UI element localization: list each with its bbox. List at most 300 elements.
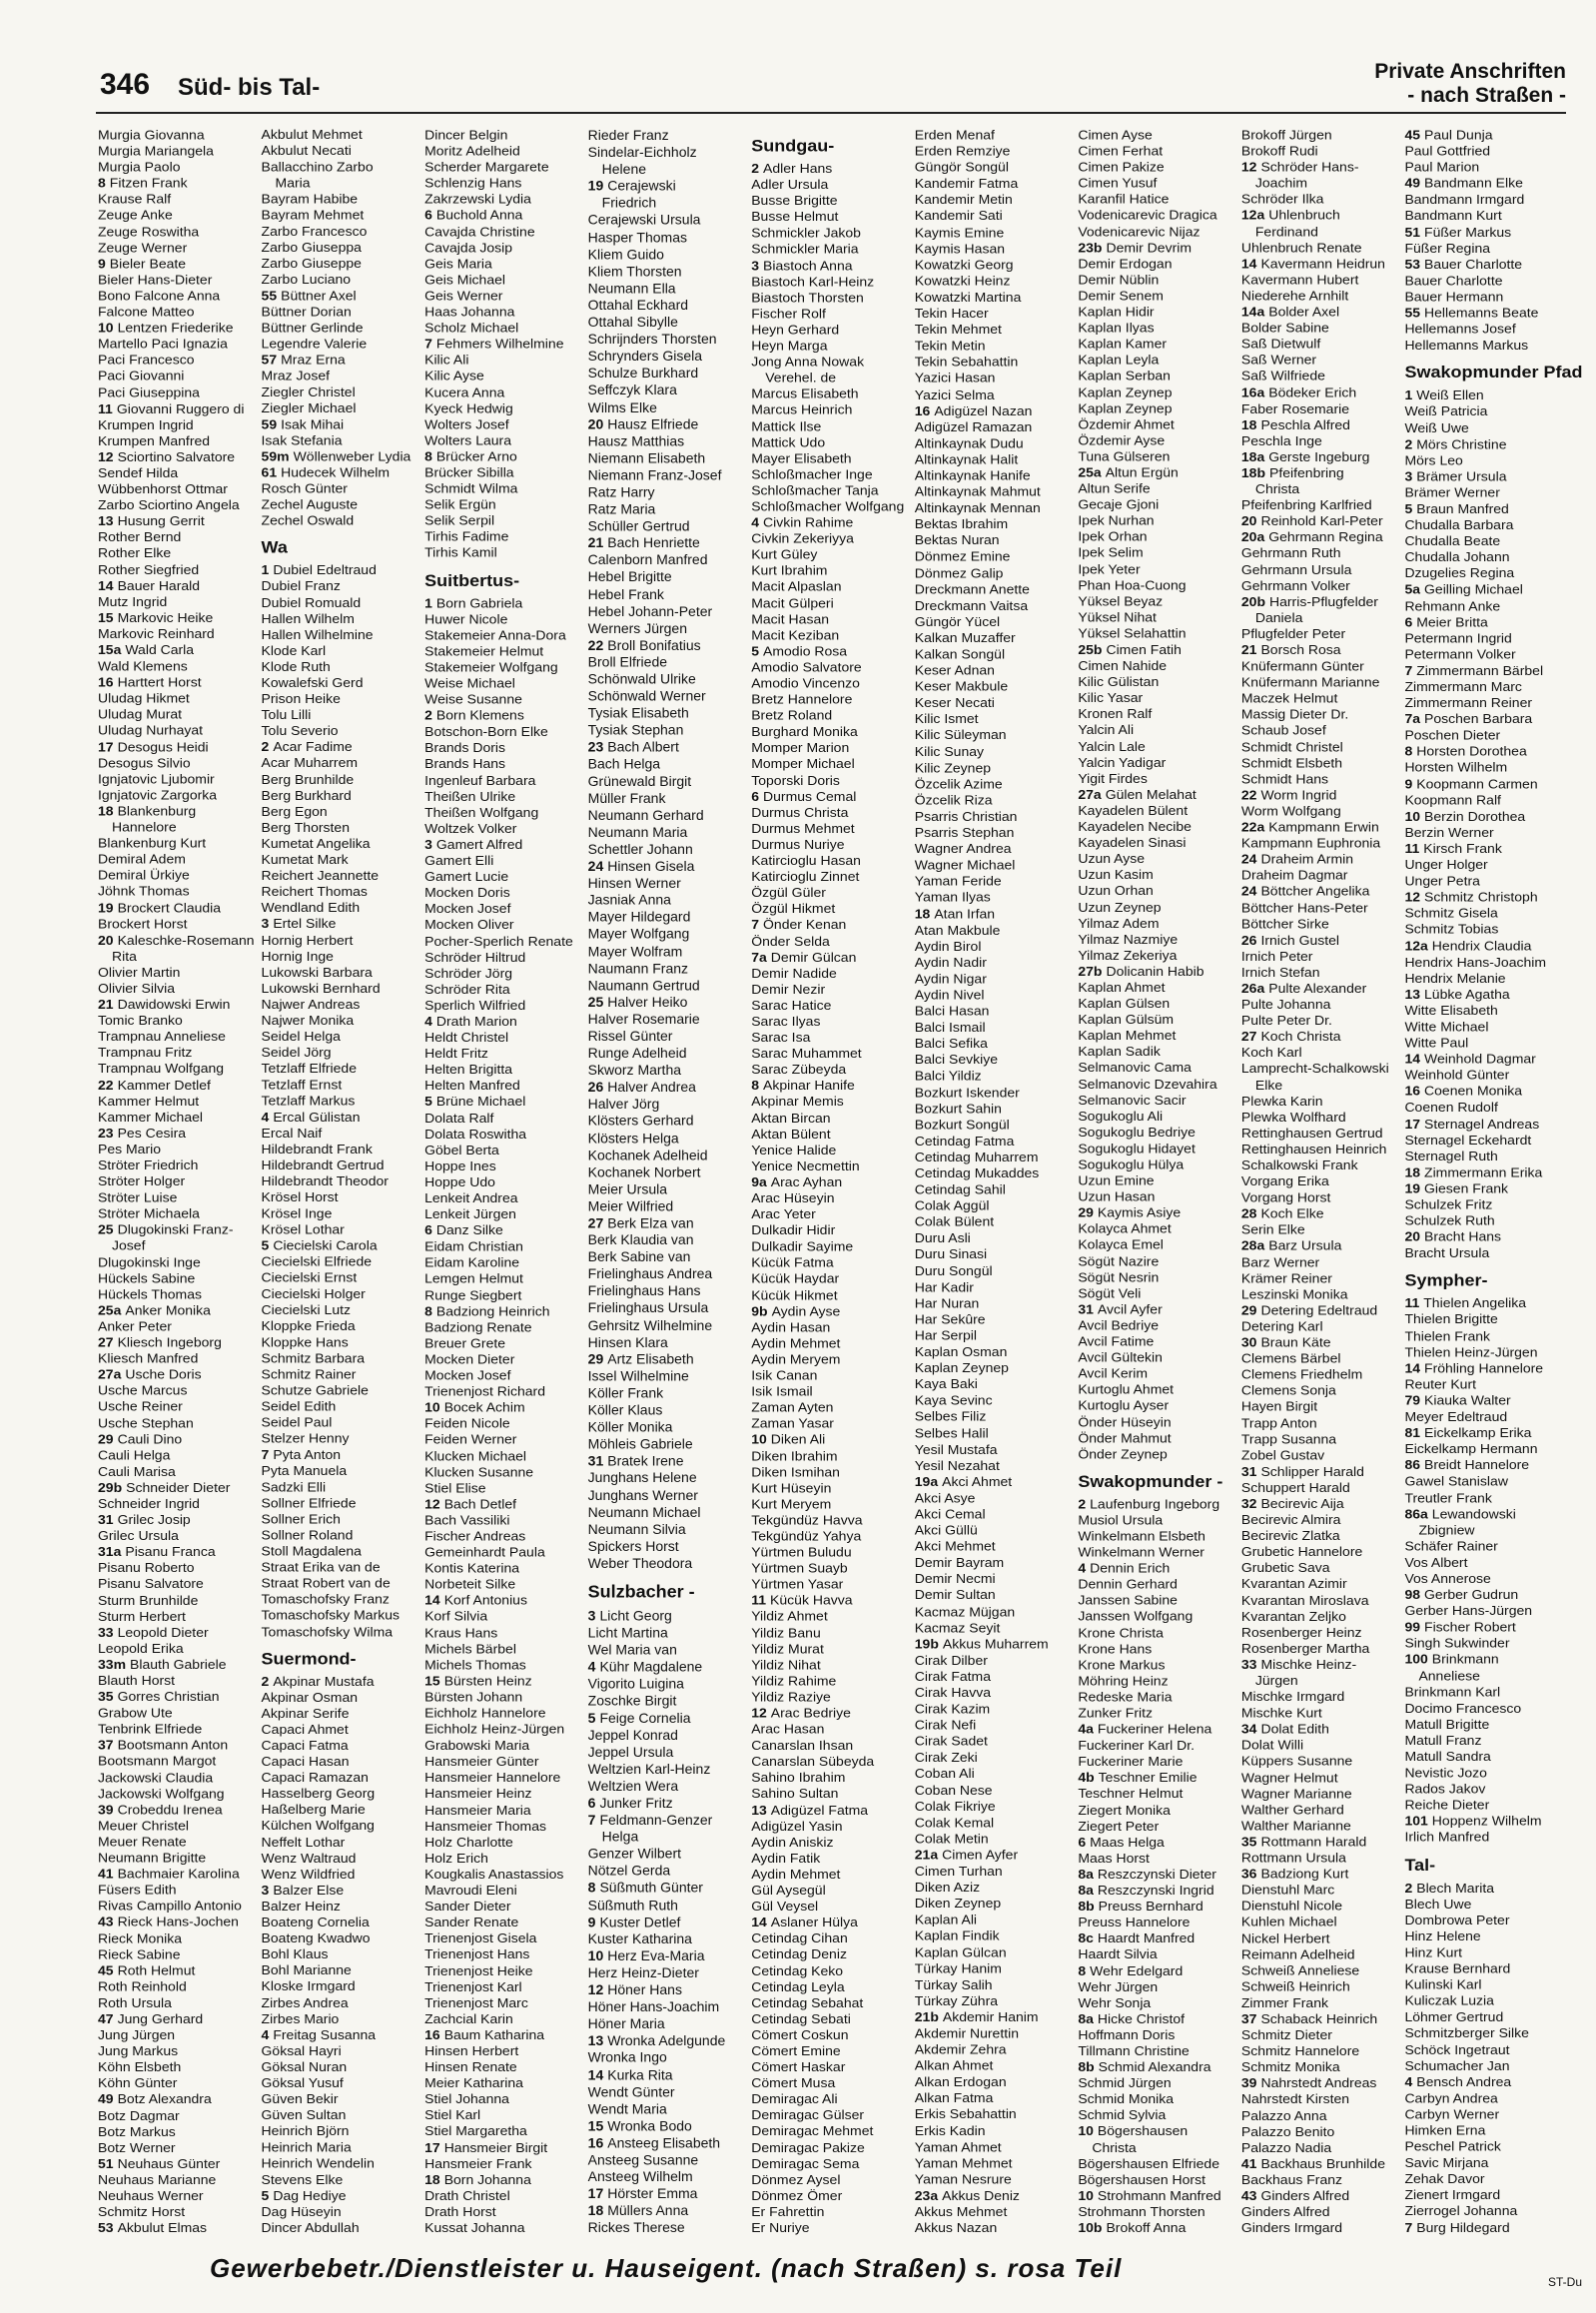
resident-entry — [1078, 1962, 1233, 1978]
house-number: 9b — [751, 1302, 768, 1318]
resident-entry: Schmitz Gisela — [1404, 905, 1498, 921]
resident-entry — [1078, 1496, 1233, 1512]
resident-name: Blauth Gabriele — [130, 1656, 227, 1672]
resident-entry: Diken Aziz — [914, 1879, 981, 1895]
resident-name: Cauli Dino — [117, 1431, 183, 1447]
resident-name: Dag Hediye — [273, 2187, 347, 2203]
resident-entry: Docimo Francesco — [1404, 1700, 1522, 1716]
resident-entry: Vigorito Luigina — [587, 1675, 684, 1692]
resident-entry — [751, 917, 907, 933]
house-number: 2 — [1078, 1496, 1087, 1512]
resident-entry: Ipek Selim — [1078, 544, 1144, 560]
resident-entry: Olivier Silvia — [98, 980, 176, 996]
resident-entry: Vos Albert — [1404, 1554, 1468, 1570]
resident-entry: Demir Nüblin — [1078, 271, 1160, 288]
resident-name: Schlipper Harald — [1260, 1463, 1364, 1479]
resident-entry: Junghans Werner — [587, 1486, 698, 1503]
resident-entry: Trienenjost Heike — [424, 1962, 533, 1978]
resident-entry: Genzer Wilbert — [587, 1845, 682, 1862]
resident-entry: Holz Erich — [424, 1850, 488, 1866]
house-number: 16a — [1240, 384, 1265, 400]
resident-entry: Krause Ralf — [98, 191, 172, 207]
resident-entry-continuation: Daniela — [1254, 609, 1303, 625]
resident-entry: Kacmaz Seyit — [914, 1619, 1001, 1635]
resident-entry: Knüfermann Günter — [1240, 658, 1364, 674]
resident-entry: Kaplan Gülcan — [914, 1943, 1007, 1959]
resident-entry — [1078, 2059, 1233, 2075]
resident-entry: Schmitz Tobias — [1404, 921, 1499, 937]
directory-column — [588, 127, 744, 2236]
resident-entry: Önder Mahmut — [1078, 1429, 1172, 1445]
resident-entry: Colak Fikriye — [914, 1798, 996, 1814]
house-number: 31 — [1078, 1301, 1094, 1317]
resident-name: Fröhling Hannelore — [1424, 1359, 1544, 1376]
resident-entry: Grünewald Birgit — [587, 772, 692, 789]
house-number: 19b — [914, 1636, 939, 1652]
resident-entry: Hendrix Melanie — [1404, 970, 1506, 986]
resident-entry: Böttcher Sirke — [1240, 916, 1329, 932]
resident-entry: Duru Sinasi — [914, 1246, 988, 1262]
resident-entry — [915, 2187, 1071, 2203]
directory-column — [915, 127, 1071, 2236]
resident-name: Kampmann Erwin — [1268, 819, 1379, 835]
resident-entry: Ströter Michaela — [98, 1205, 200, 1221]
resident-entry: Witte Michael — [1404, 1018, 1489, 1035]
resident-entry: Colak Aggül — [914, 1197, 990, 1213]
resident-entry: Kavermann Hubert — [1240, 272, 1359, 288]
resident-entry: Zeuge Werner — [98, 239, 188, 255]
resident-name: Artz Elisabeth — [607, 1350, 694, 1367]
resident-entry: Köhn Günter — [98, 2075, 178, 2091]
resident-entry — [1241, 256, 1397, 272]
resident-entry: Kronen Ralf — [1078, 705, 1153, 722]
resident-entry — [588, 2134, 744, 2151]
resident-entry: Trampnau Fritz — [98, 1045, 193, 1061]
resident-entry — [1241, 2156, 1397, 2172]
resident-entry: Burghard Monika — [751, 723, 858, 739]
resident-entry: Tirhis Fadime — [424, 528, 509, 544]
resident-entry: Mraz Josef — [261, 368, 331, 384]
house-number: 8c — [1078, 1930, 1094, 1946]
resident-name: Detering Edeltraud — [1260, 1302, 1378, 1318]
resident-entry: Tomaschofsky Markus — [261, 1607, 400, 1623]
resident-name: Bensch Andrea — [1416, 2073, 1512, 2089]
resident-entry: Licht Martina — [587, 1624, 668, 1641]
resident-name: Sternagel Andreas — [1424, 1116, 1540, 1132]
resident-entry: Tekgündüz Yahya — [751, 1528, 862, 1544]
resident-entry: Sollner Roland — [261, 1527, 354, 1543]
resident-entry: Paul Marion — [1404, 159, 1480, 175]
resident-entry: Wronka Ingo — [587, 2049, 667, 2066]
resident-entry: Mutz Ingrid — [98, 593, 168, 609]
resident-entry: Altun Serife — [1078, 480, 1151, 496]
resident-entry: Faber Rosemarie — [1240, 400, 1350, 416]
resident-entry: Durmus Nuriye — [751, 836, 845, 852]
resident-entry — [1241, 642, 1397, 658]
resident-entry: Clemens Sonja — [1240, 1382, 1336, 1398]
resident-entry: Kücük Fatma — [751, 1254, 834, 1270]
resident-entry: Yigit Firdes — [1078, 770, 1148, 786]
resident-entry — [1404, 1116, 1560, 1132]
resident-entry — [1241, 1496, 1397, 1512]
resident-entry-continuation: Hannelore — [112, 819, 177, 835]
resident-entry: Sogukoglu Ali — [1078, 1108, 1164, 1124]
resident-name: Neuhaus Günter — [117, 2155, 221, 2171]
resident-entry: Uzun Orhan — [1078, 883, 1154, 899]
resident-name: Backhaus Brunhilde — [1260, 2155, 1385, 2171]
resident-entry: Kucera Anna — [424, 384, 505, 399]
resident-name: Gerste Ingeburg — [1268, 448, 1370, 464]
resident-entry: Ignjatovic Ljubomir — [98, 770, 215, 787]
resident-entry: Schulzek Ruth — [1404, 1212, 1495, 1228]
resident-entry — [1241, 2075, 1397, 2091]
resident-entry: Trienenjost Hans — [424, 1946, 530, 1962]
resident-entry: Hückels Sabine — [98, 1269, 196, 1285]
house-number: 21 — [98, 996, 114, 1012]
resident-entry: Mocken Oliver — [424, 917, 514, 933]
resident-entry: Breuer Grete — [424, 1334, 506, 1351]
resident-entry: Issel Wilhelmine — [587, 1367, 689, 1384]
resident-entry: Dubiel Romuald — [261, 594, 362, 610]
resident-entry: Ginders Alfred — [1240, 2204, 1330, 2220]
resident-entry — [262, 562, 417, 578]
resident-entry: Ingenleuf Barbara — [424, 772, 536, 788]
resident-entry: Jong Anna Nowak — [751, 354, 865, 370]
resident-name: Haardt Manfred — [1097, 1930, 1196, 1946]
resident-entry: Adigüzel Ramazan — [914, 418, 1033, 434]
house-number: 20 — [1240, 512, 1257, 529]
resident-entry: Schrynders Gisela — [587, 348, 703, 365]
resident-entry: Trapp Anton — [1240, 1414, 1317, 1431]
resident-entry: Aydin Nivel — [914, 987, 985, 1003]
house-number: 14a — [1240, 304, 1265, 320]
house-number: 1 — [424, 594, 432, 610]
resident-entry: Zoschke Birgit — [587, 1692, 677, 1709]
resident-entry: Winkelmann Elsbeth — [1078, 1528, 1205, 1544]
resident-entry: Haardt Silvia — [1078, 1946, 1158, 1962]
resident-entry: Ercal Naif — [261, 1125, 323, 1141]
resident-entry — [98, 1302, 254, 1318]
resident-entry: Hebel Frank — [587, 585, 664, 602]
resident-entry: Demir Bayram — [914, 1554, 1005, 1570]
resident-name: Sciortino Salvatore — [117, 448, 236, 464]
resident-entry: Altinkaynak Mahmut — [914, 483, 1041, 499]
house-number: 23b — [1078, 239, 1103, 255]
resident-name: Buchold Anna — [435, 207, 523, 223]
resident-name: Wehr Edelgard — [1090, 1962, 1184, 1978]
resident-entry: Yilmaz Nazmiye — [1078, 931, 1179, 947]
resident-name: Harris-Pflugfelder — [1269, 593, 1378, 609]
resident-entry: Zarbo Francesco — [261, 223, 368, 239]
resident-entry: Reimann Adelheid — [1240, 1946, 1355, 1962]
resident-name: Gülen Melahat — [1105, 786, 1197, 802]
resident-entry: Rickes Therese — [587, 2219, 685, 2236]
resident-entry: Aydin Mehmet — [751, 1334, 841, 1351]
resident-name: Laufenburg Ingeborg — [1090, 1496, 1220, 1512]
resident-entry: Jung Markus — [98, 2042, 179, 2058]
resident-name: Broll Bonifatius — [607, 636, 701, 653]
house-number: 9a — [751, 1173, 767, 1189]
resident-name: Bandmann Elke — [1424, 175, 1523, 191]
resident-entry: Önder Zeynep — [1078, 1446, 1168, 1462]
resident-entry: Momper Michael — [751, 755, 855, 772]
resident-entry: Er Nuriye — [751, 2219, 810, 2236]
resident-entry: Haas Johanna — [424, 304, 515, 320]
resident-entry: Krause Bernhard — [1404, 1960, 1511, 1976]
page-range: Süd- bis Tal- — [178, 74, 321, 101]
resident-entry: Selmanovic Cama — [1078, 1060, 1192, 1076]
resident-entry: Zehak Davor — [1404, 2170, 1485, 2186]
resident-entry: Külchen Wolfgang — [261, 1818, 375, 1834]
resident-entry: Wagner Marianne — [1240, 1785, 1352, 1801]
resident-entry: Mocken Josef — [424, 1367, 511, 1383]
resident-entry: Palazzo Anna — [1240, 2107, 1327, 2123]
resident-entry: Boateng Cornelia — [261, 1915, 370, 1930]
resident-entry: Aktan Bülent — [751, 1126, 831, 1142]
resident-entry: Kayadelen Sinasi — [1078, 834, 1187, 850]
resident-entry — [424, 1014, 580, 1030]
resident-entry: Mischke Kurt — [1240, 1705, 1322, 1721]
house-number: 18b — [1240, 464, 1265, 480]
house-number: 51 — [98, 2155, 114, 2171]
resident-entry: Klucken Susanne — [424, 1463, 534, 1479]
resident-name: Grilec Josip — [117, 1511, 191, 1527]
resident-entry: Stakemeier Anna-Dora — [424, 627, 566, 643]
resident-entry: Arac Hüseyin — [751, 1189, 835, 1206]
resident-entry: Köller Monika — [587, 1418, 673, 1435]
resident-entry: Fuckeriner Marie — [1078, 1753, 1184, 1769]
resident-entry: Weltzien Karl-Heinz — [587, 1760, 711, 1777]
resident-entry: Diken Ismihan — [751, 1463, 840, 1479]
resident-name: Hoppenz Wilhelm — [1431, 1813, 1542, 1829]
resident-entry — [1404, 841, 1560, 857]
resident-entry — [262, 288, 417, 304]
resident-entry: Kowatzki Martina — [914, 289, 1022, 305]
resident-entry: Heinrich Maria — [261, 2139, 352, 2155]
resident-entry: Ströter Friedrich — [98, 1156, 199, 1173]
resident-entry: Botz Dagmar — [98, 2107, 180, 2123]
resident-entry: Rettinghausen Heinrich — [1240, 1141, 1387, 1156]
resident-entry — [1241, 385, 1397, 400]
resident-entry: Er Fahrettin — [751, 2203, 825, 2219]
resident-entry — [98, 1689, 254, 1705]
house-number: 22 — [1240, 787, 1257, 803]
resident-entry: Heinrich Wendelin — [261, 2155, 375, 2171]
resident-entry: Alkan Erdogan — [914, 2073, 1007, 2089]
resident-entry: Amodio Salvatore — [751, 659, 862, 675]
resident-entry: Demir Senem — [1078, 288, 1164, 304]
resident-entry: Schüller Gertrud — [587, 517, 690, 534]
resident-entry: Meier Ursula — [587, 1180, 668, 1197]
resident-entry: Scholz Michael — [424, 320, 519, 336]
resident-entry: Arac Hasan — [751, 1721, 825, 1737]
resident-entry: Bektas Nuran — [914, 532, 1000, 548]
resident-entry — [1078, 2011, 1233, 2027]
resident-entry — [1404, 1360, 1560, 1376]
resident-entry: Dienstuhl Marc — [1240, 1882, 1335, 1898]
resident-name: Schneider Dieter — [126, 1479, 231, 1495]
house-number: 17 — [1404, 1116, 1421, 1132]
resident-entry: Cetindag Muharrem — [914, 1149, 1039, 1164]
resident-entry — [751, 1915, 907, 1930]
house-number: 13 — [587, 2032, 604, 2049]
resident-entry: Kurt Güley — [751, 546, 818, 562]
resident-entry: Tekgündüz Havva — [751, 1512, 863, 1528]
resident-name: Braun Käte — [1260, 1334, 1331, 1350]
resident-entry: Kussat Johanna — [424, 2219, 525, 2236]
resident-entry: Hallen Wilhelmine — [261, 626, 374, 642]
house-number: 1 — [1404, 386, 1413, 403]
resident-name: Burg Hildegard — [1416, 2219, 1510, 2235]
resident-entry: Güngör Yücel — [914, 613, 1001, 629]
resident-entry: Straat Erika van de — [261, 1559, 381, 1575]
resident-entry — [424, 708, 580, 724]
resident-entry: Mörs Leo — [1404, 451, 1463, 467]
resident-entry — [98, 1866, 254, 1882]
resident-entry: Ziegler Christel — [261, 384, 356, 399]
resident-entry — [1078, 2188, 1233, 2204]
house-number: 8 — [424, 448, 432, 464]
resident-entry: Najwer Andreas — [261, 996, 361, 1012]
resident-entry: Balci Sevkiye — [914, 1052, 999, 1068]
resident-name: Ginders Alfred — [1260, 2187, 1350, 2203]
house-number: 25 — [587, 994, 604, 1011]
resident-entry: Göksal Nuran — [261, 2058, 348, 2074]
resident-entry — [1241, 1866, 1397, 1882]
resident-entry: Önder Selda — [751, 933, 830, 949]
resident-entry: Jeppel Ursula — [587, 1743, 674, 1760]
resident-entry: Zienert Irmgard — [1404, 2187, 1501, 2203]
resident-entry: Koopmann Ralf — [1404, 792, 1501, 808]
resident-entry: Psarris Christian — [914, 808, 1018, 824]
resident-entry-continuation: Elke — [1254, 1077, 1283, 1093]
resident-entry: Hornig Herbert — [261, 932, 354, 948]
house-number: 53 — [98, 2220, 114, 2236]
resident-entry: Kilic Zeynep — [914, 759, 992, 775]
resident-entry: Sollner Elfriede — [261, 1494, 357, 1510]
resident-entry: Maas Horst — [1078, 1850, 1150, 1866]
resident-entry — [98, 739, 254, 755]
resident-entry — [1241, 594, 1397, 610]
street-heading: Wa — [261, 537, 288, 557]
house-number: 57 — [261, 352, 278, 368]
resident-entry: Wendt Günter — [587, 2083, 675, 2100]
resident-name: Hicke Christof — [1097, 2010, 1186, 2026]
resident-entry: Duru Songül — [914, 1262, 993, 1278]
resident-entry: Krone Christa — [1078, 1624, 1164, 1640]
resident-entry — [588, 1981, 744, 1998]
resident-entry: Weiß Patricia — [1404, 403, 1488, 419]
resident-entry: Rehmann Anke — [1404, 597, 1501, 613]
resident-name: Acar Fadime — [273, 739, 353, 755]
resident-entry: Kaplan Gülsüm — [1078, 1012, 1175, 1028]
resident-entry: Özcelik Azime — [914, 775, 1003, 792]
resident-entry: Altinkaynak Dudu — [914, 434, 1024, 450]
resident-entry: Singh Sukwinder — [1404, 1635, 1510, 1651]
resident-entry: Kayadelen Bülent — [1078, 802, 1189, 818]
resident-entry: Capaci Ramazan — [261, 1770, 369, 1786]
resident-name: Junker Fritz — [599, 1794, 673, 1811]
resident-name: Kliesch Ingeborg — [117, 1334, 222, 1350]
resident-entry: Naumann Franz — [587, 960, 689, 976]
house-number: 16 — [98, 674, 114, 690]
resident-entry: Akdemir Nurettin — [914, 2024, 1020, 2041]
house-number: 5 — [751, 643, 760, 659]
resident-name: Becirevic Aija — [1260, 1495, 1344, 1511]
resident-entry — [98, 2156, 254, 2172]
resident-entry: Nickel Herbert — [1240, 1929, 1330, 1945]
resident-entry: Bach Vassiliki — [424, 1512, 510, 1528]
resident-entry — [98, 320, 254, 336]
resident-entry: Botschon-Born Elke — [424, 723, 548, 739]
resident-entry: Kougkalis Anastassios — [424, 1866, 564, 1882]
house-number: 41 — [1240, 2155, 1257, 2171]
resident-entry: Avcil Kerim — [1078, 1365, 1149, 1381]
house-number: 27 — [1240, 1028, 1257, 1045]
resident-entry: Krösel Horst — [261, 1189, 339, 1205]
resident-name: Diken Ali — [770, 1431, 826, 1447]
resident-entry: Gamert Lucie — [424, 868, 509, 884]
resident-entry — [1078, 1722, 1233, 1738]
resident-name: Gerber Gudrun — [1424, 1586, 1519, 1602]
resident-name: Akkus Muharrem — [942, 1636, 1049, 1652]
resident-entry: Özgül Güler — [751, 884, 826, 900]
house-number: 6 — [424, 1222, 432, 1238]
resident-entry: Schmitz Barbara — [261, 1349, 366, 1366]
house-number: 32 — [1240, 1495, 1257, 1511]
resident-entry: Dzugelies Regina — [1404, 565, 1515, 581]
resident-entry: Demir Nezir — [751, 981, 826, 997]
resident-name: Peschla Alfred — [1260, 416, 1350, 432]
house-number: 11 — [1404, 840, 1420, 856]
resident-entry: Schulzek Fritz — [1404, 1196, 1493, 1212]
house-number: 20 — [98, 932, 114, 948]
house-number: 18a — [1240, 448, 1265, 464]
resident-entry: Hinsen Herbert — [424, 2042, 519, 2058]
house-number: 43 — [1240, 2187, 1257, 2203]
resident-entry: Stiel Margaretha — [424, 2123, 527, 2139]
resident-entry: Balci Sefika — [914, 1035, 988, 1052]
resident-entry — [98, 610, 254, 626]
house-number: 8b — [1078, 2058, 1095, 2074]
resident-entry — [262, 464, 417, 480]
resident-entry: Schlenzig Hans — [424, 175, 522, 191]
resident-entry: Theißen Wolfgang — [424, 804, 539, 820]
resident-entry: Krösel Lothar — [261, 1221, 345, 1237]
resident-entry: Hildebrandt Theodor — [261, 1172, 389, 1188]
resident-entry: Zimmermann Marc — [1404, 678, 1522, 694]
resident-entry: Ziegert Peter — [1078, 1818, 1160, 1834]
resident-entry: Avcil Fatime — [1078, 1333, 1155, 1349]
resident-entry: Tysiak Elisabeth — [587, 704, 689, 721]
resident-entry: Gül Aysegül — [751, 1882, 826, 1898]
house-number: 20b — [1240, 593, 1265, 609]
resident-entry: Har Serpil — [914, 1327, 978, 1343]
resident-entry — [751, 1802, 907, 1818]
resident-entry — [588, 1608, 744, 1625]
resident-entry: Nötzel Gerda — [587, 1862, 671, 1879]
resident-name: Leopold Dieter — [117, 1624, 209, 1640]
resident-name: Horsten Dorothea — [1416, 743, 1527, 759]
house-number: 12 — [587, 1981, 604, 1998]
resident-entry — [1241, 304, 1397, 320]
resident-entry — [424, 2172, 580, 2188]
resident-entry: Bektas Ibrahim — [914, 515, 1009, 532]
resident-entry: Cavajda Josip — [424, 239, 513, 255]
resident-entry — [1078, 464, 1233, 480]
resident-entry: Kyeck Hedwig — [424, 399, 513, 415]
resident-entry: Reuter Kurt — [1404, 1376, 1477, 1392]
